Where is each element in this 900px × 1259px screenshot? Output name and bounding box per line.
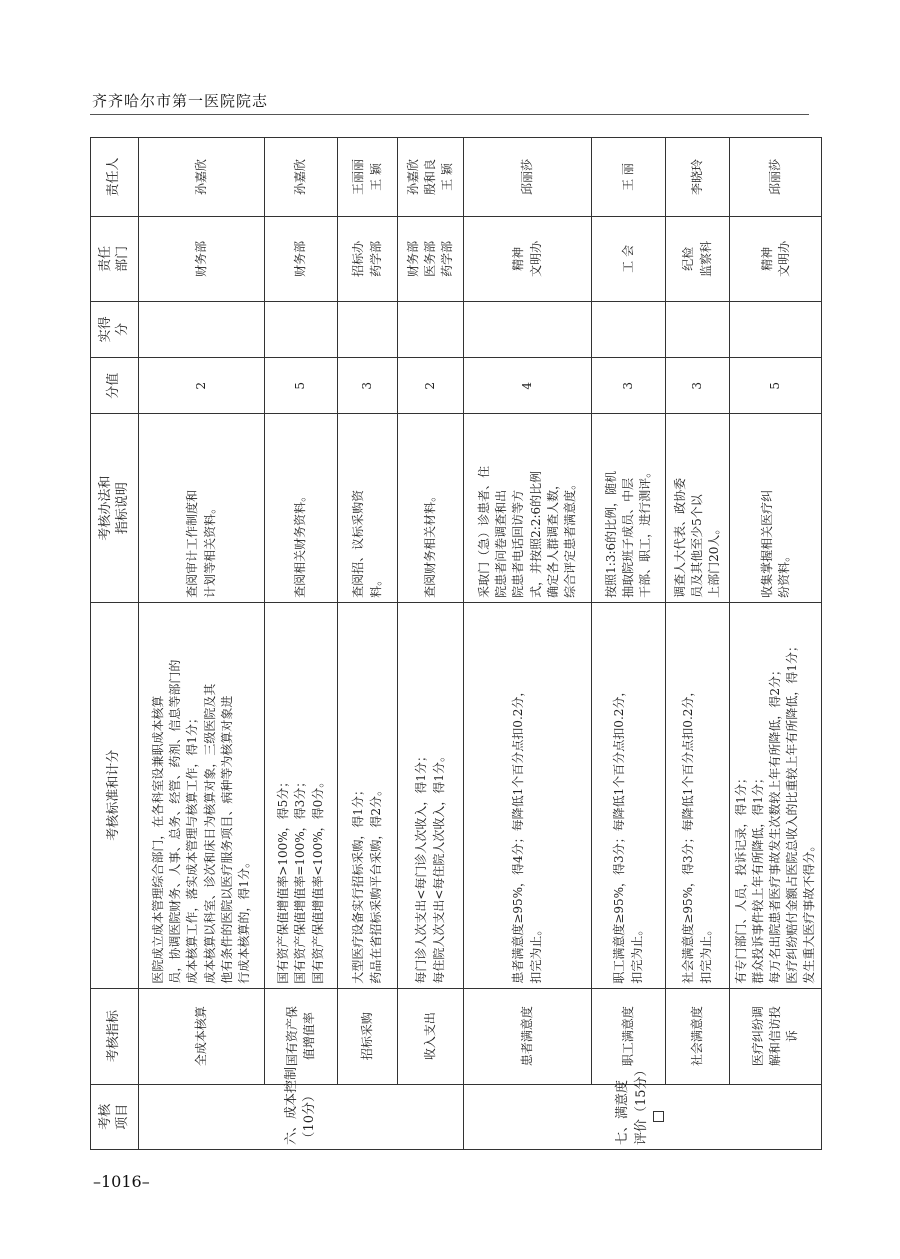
indicator-line: 国有资产保 bbox=[284, 1006, 299, 1067]
standard-line: 社会满意度≥95%，得3分；每降低1个百分点扣0.2分， bbox=[681, 684, 696, 984]
standard-line: 每住院人次支出<每住院人次收入，得1分。 bbox=[431, 749, 446, 984]
indicator-line: 收入支出 bbox=[422, 1012, 437, 1061]
method-cell bbox=[464, 414, 592, 602]
dept-line: 财务部 bbox=[193, 240, 208, 277]
header-dept: 责任 部门 bbox=[91, 217, 139, 302]
dept-cell bbox=[464, 217, 592, 302]
person-line: 孙嘉欣 bbox=[405, 159, 420, 196]
standard-cell bbox=[666, 602, 730, 988]
method-line: 查阅审计工作制度和 bbox=[185, 489, 200, 598]
method-line: 采取门（急）诊患者、住 bbox=[477, 465, 492, 598]
standard-line: 行成本核算的，得1分。 bbox=[236, 856, 251, 984]
method-line: 上部门20人。 bbox=[707, 522, 722, 598]
score-cell: 2 bbox=[398, 358, 464, 414]
standard-cell bbox=[338, 602, 398, 988]
standard-line: 每万名出院患者医疗事故发生次数较上年有所降低，得2分； bbox=[768, 664, 783, 984]
indicator-line: 患者满意度 bbox=[519, 1006, 534, 1067]
standard-line: 医疗纠纷赔付金额占医院总收入的比重较上年有所降低，得1分； bbox=[785, 640, 800, 984]
rotated-table-container bbox=[90, 137, 817, 1150]
score-cell: 4 bbox=[464, 358, 592, 414]
standard-line: 有专门部门、人员，投诉记录，得1分； bbox=[734, 772, 748, 984]
actual-score-cell bbox=[666, 301, 730, 357]
person-cell bbox=[666, 138, 730, 217]
indicator-line: 解和信访投 bbox=[768, 1006, 783, 1067]
group-cost-control: 六、成本控制 （10分） bbox=[139, 1084, 464, 1149]
method-cell bbox=[666, 414, 730, 602]
dept-cell bbox=[666, 217, 730, 302]
method-line: 纷资料。 bbox=[776, 549, 791, 598]
person-cell bbox=[398, 138, 464, 217]
standard-cell bbox=[464, 602, 592, 988]
person-line: 王 颖 bbox=[368, 163, 383, 191]
standard-line: 成本核算工作，落实成本管理与核算工作，得1分； bbox=[185, 712, 200, 984]
person-line: 王丽丽 bbox=[351, 159, 366, 196]
table-header-row bbox=[91, 138, 139, 1150]
method-line: 干部、职工，进行测评。 bbox=[638, 465, 653, 598]
method-line: 查阅财务相关材料。 bbox=[422, 489, 437, 598]
actual-score-cell bbox=[265, 301, 338, 357]
table-row bbox=[666, 138, 730, 1150]
standard-cell bbox=[139, 602, 265, 988]
table-row bbox=[730, 138, 822, 1150]
dept-line: 招标办 bbox=[351, 240, 366, 277]
actual-score-cell bbox=[592, 301, 666, 357]
standard-line: 成本核算以科室、诊次和床日为核算对象，三级医院及其 bbox=[202, 683, 217, 984]
person-cell bbox=[265, 138, 338, 217]
standard-line: 国有资产保值增值率>100%，得5分； bbox=[276, 775, 291, 984]
dept-line: 精神 bbox=[759, 246, 774, 271]
page-number: –1016– bbox=[93, 1172, 150, 1191]
standard-cell bbox=[730, 602, 822, 988]
method-cell bbox=[139, 414, 265, 602]
actual-score-cell bbox=[730, 301, 822, 357]
standard-line: 患者满意度≥95%，得4分；每降低1个百分点扣0.2分， bbox=[511, 684, 526, 984]
dept-line: 文明办 bbox=[776, 240, 791, 277]
indicator-cell bbox=[666, 988, 730, 1084]
person-line: 殷和良 bbox=[422, 159, 437, 196]
person-cell bbox=[338, 138, 398, 217]
dept-cell bbox=[592, 217, 666, 302]
method-cell bbox=[398, 414, 464, 602]
assessment-table bbox=[90, 137, 822, 1150]
indicator-cell bbox=[338, 988, 398, 1084]
standard-line: 职工满意度≥95%，得3分；每降低1个百分点扣0.2分， bbox=[612, 684, 627, 984]
header-method: 考核办法和 指标说明 bbox=[91, 414, 139, 602]
method-cell bbox=[730, 414, 822, 602]
method-line: 院患者问卷调查和出 bbox=[494, 489, 509, 598]
rotated-table-area bbox=[90, 137, 817, 1150]
person-cell bbox=[730, 138, 822, 217]
dept-cell bbox=[338, 217, 398, 302]
dept-line: 药学部 bbox=[440, 240, 455, 277]
method-cell bbox=[592, 414, 666, 602]
method-line: 确定各人群调查人数， bbox=[545, 477, 560, 598]
checkbox-square-icon bbox=[653, 1111, 664, 1122]
method-line: 按照1:3:6的比例，随机 bbox=[603, 470, 618, 598]
score-cell: 5 bbox=[730, 358, 822, 414]
score-cell: 3 bbox=[338, 358, 398, 414]
header-rule bbox=[90, 114, 809, 115]
dept-line: 财务部 bbox=[293, 240, 308, 277]
table-row bbox=[398, 138, 464, 1150]
dept-line: 工 会 bbox=[620, 244, 635, 273]
person-line: 邱丽莎 bbox=[519, 159, 534, 196]
method-line: 抽取院班子成员、中层 bbox=[620, 477, 635, 598]
indicator-cell bbox=[730, 988, 822, 1084]
dept-line: 财务部 bbox=[405, 240, 420, 277]
standard-line: 群众投诉事件较上年有所降低，得1分； bbox=[751, 772, 766, 984]
dept-cell bbox=[398, 217, 464, 302]
person-line: 邱丽莎 bbox=[768, 159, 783, 196]
method-line: 查阅相关财务资料。 bbox=[293, 489, 308, 598]
indicator-line: 招标采购 bbox=[359, 1012, 374, 1061]
indicator-cell bbox=[265, 988, 338, 1084]
score-cell: 2 bbox=[139, 358, 265, 414]
indicator-line: 诉 bbox=[785, 1030, 800, 1043]
method-line: 计划等相关资料。 bbox=[202, 501, 217, 598]
table-row bbox=[139, 138, 265, 1150]
indicator-cell bbox=[592, 988, 666, 1084]
method-line: 调查人大代表、政协委 bbox=[672, 477, 687, 598]
person-line: 孙嘉欣 bbox=[193, 159, 208, 196]
indicator-line: 社会满意度 bbox=[689, 1006, 704, 1067]
table-row bbox=[338, 138, 398, 1150]
person-line: 孙嘉欣 bbox=[293, 159, 308, 196]
person-cell bbox=[139, 138, 265, 217]
person-line: 王 丽 bbox=[620, 163, 635, 191]
header-actual: 实得 分 bbox=[91, 301, 139, 357]
method-line: 式，并按照2:2:6的比例 bbox=[528, 470, 543, 598]
dept-cell bbox=[265, 217, 338, 302]
book-title: 齐齐哈尔市第一医院院志 bbox=[92, 92, 269, 110]
dept-cell bbox=[139, 217, 265, 302]
method-line: 员及其他至少5个以 bbox=[689, 494, 704, 598]
standard-line: 他有条件的医院以医疗服务项目、病种等为核算对象进 bbox=[219, 695, 234, 984]
standard-line: 发生重大医疗事故不得分。 bbox=[802, 839, 817, 984]
group-satisfaction: 七、满意度 评价（15分） bbox=[464, 1084, 822, 1149]
dept-line: 医务部 bbox=[422, 240, 437, 277]
method-line: 查阅招、议标采购资 bbox=[351, 489, 366, 598]
dept-line: 纪检 bbox=[681, 246, 696, 271]
indicator-line: 职工满意度 bbox=[620, 1006, 635, 1067]
header-person: 责任人 bbox=[91, 138, 139, 217]
score-cell: 5 bbox=[265, 358, 338, 414]
standard-cell bbox=[592, 602, 666, 988]
indicator-cell bbox=[398, 988, 464, 1084]
table-row bbox=[592, 138, 666, 1150]
indicator-line: 全成本核算 bbox=[193, 1006, 208, 1067]
table-row bbox=[464, 138, 592, 1150]
indicator-cell bbox=[464, 988, 592, 1084]
method-line: 综合评定患者满意度。 bbox=[562, 477, 577, 598]
actual-score-cell bbox=[338, 301, 398, 357]
method-line: 院患者电话回访等方 bbox=[511, 489, 526, 598]
indicator-line: 值增值率 bbox=[302, 1012, 316, 1061]
person-line: 李晓玲 bbox=[689, 159, 704, 196]
header-standard: 考核标准和计分 bbox=[91, 602, 139, 988]
method-cell bbox=[338, 414, 398, 602]
standard-line: 扣完为止。 bbox=[629, 923, 644, 984]
dept-line: 文明办 bbox=[528, 240, 543, 277]
standard-line: 药品在省招标采购平台采购，得2分。 bbox=[368, 784, 383, 984]
dept-line: 监察科 bbox=[698, 240, 713, 277]
standard-line: 每门诊人次支出<每门诊人次收入，得1分； bbox=[414, 749, 429, 984]
actual-score-cell bbox=[139, 301, 265, 357]
standard-line: 医院成立成本管理综合部门，在各科室设兼职成本核算 bbox=[151, 695, 166, 984]
standard-line: 大型医疗设备实行招标采购，得1分； bbox=[351, 784, 366, 984]
header-item: 考核 项目 bbox=[91, 1084, 139, 1149]
score-cell: 3 bbox=[592, 358, 666, 414]
standard-line: 国有资产保值增值率<100%，得0分。 bbox=[310, 775, 325, 984]
actual-score-cell bbox=[398, 301, 464, 357]
person-line: 王 颖 bbox=[440, 163, 455, 191]
standard-line: 国有资产保值增值率=100%，得3分； bbox=[293, 775, 308, 984]
dept-line: 药学部 bbox=[368, 240, 383, 277]
score-cell: 3 bbox=[666, 358, 730, 414]
person-cell bbox=[592, 138, 666, 217]
standard-line: 扣完为止。 bbox=[698, 923, 713, 984]
standard-line: 扣完为止。 bbox=[528, 923, 543, 984]
standard-cell bbox=[265, 602, 338, 988]
method-cell bbox=[265, 414, 338, 602]
header-indicator: 考核指标 bbox=[91, 988, 139, 1084]
table-row bbox=[265, 138, 338, 1150]
person-cell bbox=[464, 138, 592, 217]
dept-cell bbox=[730, 217, 822, 302]
header-score: 分值 bbox=[91, 358, 139, 414]
indicator-cell bbox=[139, 988, 265, 1084]
indicator-line: 医疗纠纷调 bbox=[751, 1006, 766, 1067]
standard-cell bbox=[398, 602, 464, 988]
actual-score-cell bbox=[464, 301, 592, 357]
standard-line: 员，协调医院财务、人事、总务、经管、药剂、信息等部门的 bbox=[168, 659, 183, 984]
method-line: 料。 bbox=[368, 573, 383, 598]
dept-line: 精神 bbox=[511, 246, 526, 271]
method-line: 收集掌握相关医疗纠 bbox=[759, 489, 774, 598]
